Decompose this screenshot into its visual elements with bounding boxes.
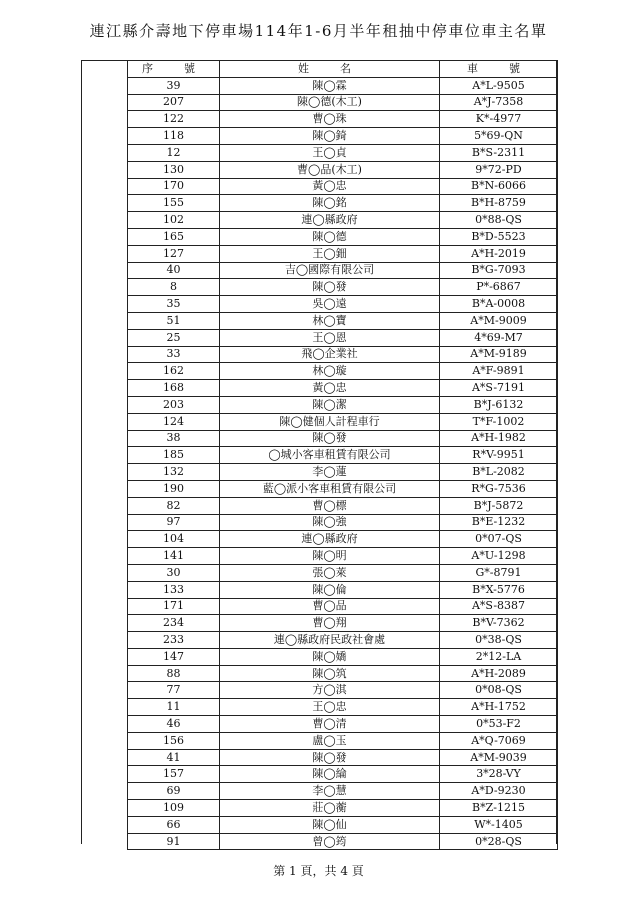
table-row	[128, 682, 558, 699]
row-plate-cell: R*G-7536	[440, 480, 558, 497]
row-plate-cell: 0*53-F2	[440, 716, 558, 733]
row-plate-cell: 0*07-QS	[440, 531, 558, 548]
row-plate-cell: 3*28-VY	[440, 766, 558, 783]
row-name-cell: 陳◯仙	[220, 816, 440, 833]
row-plate-cell: A*F-9891	[440, 363, 558, 380]
table-row	[128, 346, 558, 363]
row-name-cell: 莊◯蘅	[220, 800, 440, 817]
row-plate-cell: A*H-2019	[440, 245, 558, 262]
row-seq-cell: 11	[128, 699, 220, 716]
row-seq-cell: 157	[128, 766, 220, 783]
row-seq-cell: 130	[128, 161, 220, 178]
row-name-cell: 曹◯標	[220, 497, 440, 514]
row-name-cell: 吉◯國際有限公司	[220, 262, 440, 279]
row-plate-cell: B*G-7093	[440, 262, 558, 279]
row-name-cell: 陳◯發	[220, 749, 440, 766]
table-row	[128, 195, 558, 212]
row-name-cell: 方◯淇	[220, 682, 440, 699]
row-seq-cell: 165	[128, 228, 220, 245]
row-seq-cell: 33	[128, 346, 220, 363]
row-plate-cell: A*H-1982	[440, 430, 558, 447]
row-name-cell: 藍◯派小客車租賃有限公司	[220, 480, 440, 497]
row-plate-cell: B*A-0008	[440, 296, 558, 313]
row-plate-cell: B*H-8759	[440, 195, 558, 212]
row-name-cell: 陳◯強	[220, 514, 440, 531]
row-name-cell: 王◯忠	[220, 699, 440, 716]
row-name-cell: 陳◯嬌	[220, 648, 440, 665]
table-row	[128, 615, 558, 632]
row-name-cell: 陳◯德	[220, 228, 440, 245]
row-seq-cell: 168	[128, 380, 220, 397]
row-seq-cell: 171	[128, 598, 220, 615]
row-plate-cell: K*-4977	[440, 111, 558, 128]
table-header-row	[128, 61, 558, 78]
table-row	[128, 716, 558, 733]
table-row	[128, 430, 558, 447]
row-seq-cell: 127	[128, 245, 220, 262]
row-plate-cell: B*N-6066	[440, 178, 558, 195]
row-plate-cell: A*S-8387	[440, 598, 558, 615]
row-name-cell: 陳◯潔	[220, 396, 440, 413]
row-plate-cell: A*H-1752	[440, 699, 558, 716]
table-row	[128, 800, 558, 817]
table-row	[128, 514, 558, 531]
row-name-cell: 陳◯健個人計程車行	[220, 413, 440, 430]
table-row	[128, 296, 558, 313]
row-plate-cell: A*J-7358	[440, 94, 558, 111]
row-plate-cell: 9*72-PD	[440, 161, 558, 178]
winners-table	[127, 60, 558, 850]
table-row	[128, 581, 558, 598]
table-row	[128, 783, 558, 800]
row-plate-cell: A*M-9009	[440, 312, 558, 329]
row-name-cell: 陳◯倫	[220, 581, 440, 598]
table-row	[128, 279, 558, 296]
row-seq-cell: 97	[128, 514, 220, 531]
row-seq-cell: 12	[128, 144, 220, 161]
row-seq-cell: 88	[128, 665, 220, 682]
table-row	[128, 464, 558, 481]
row-plate-cell: G*-8791	[440, 564, 558, 581]
row-seq-cell: 66	[128, 816, 220, 833]
table-row	[128, 665, 558, 682]
table-row	[128, 77, 558, 94]
row-name-cell: 李◯慧	[220, 783, 440, 800]
row-name-cell: 陳◯銘	[220, 195, 440, 212]
table-row	[128, 531, 558, 548]
row-plate-cell: W*-1405	[440, 816, 558, 833]
row-plate-cell: B*X-5776	[440, 581, 558, 598]
row-name-cell: 王◯恩	[220, 329, 440, 346]
row-plate-cell: T*F-1002	[440, 413, 558, 430]
row-name-cell: ◯城小客車租賃有限公司	[220, 447, 440, 464]
row-seq-cell: 132	[128, 464, 220, 481]
row-plate-cell: A*U-1298	[440, 548, 558, 565]
row-plate-cell: B*V-7362	[440, 615, 558, 632]
row-plate-cell: 0*28-QS	[440, 833, 558, 850]
table-row	[128, 262, 558, 279]
table-row	[128, 413, 558, 430]
row-plate-cell: 5*69-QN	[440, 128, 558, 145]
row-plate-cell: A*H-2089	[440, 665, 558, 682]
table-row	[128, 396, 558, 413]
row-plate-cell: 0*38-QS	[440, 632, 558, 649]
table-row	[128, 480, 558, 497]
row-plate-cell: R*V-9951	[440, 447, 558, 464]
header-plate: 車 號	[440, 61, 558, 78]
row-seq-cell: 124	[128, 413, 220, 430]
table-row	[128, 749, 558, 766]
row-name-cell: 陳◯發	[220, 279, 440, 296]
row-name-cell: 陳◯筑	[220, 665, 440, 682]
row-name-cell: 林◯璇	[220, 363, 440, 380]
row-seq-cell: 38	[128, 430, 220, 447]
row-seq-cell: 39	[128, 77, 220, 94]
table-row	[128, 732, 558, 749]
table-row	[128, 632, 558, 649]
table-row	[128, 564, 558, 581]
row-seq-cell: 234	[128, 615, 220, 632]
row-name-cell: 吳◯遠	[220, 296, 440, 313]
row-seq-cell: 185	[128, 447, 220, 464]
row-name-cell: 盧◯玉	[220, 732, 440, 749]
row-seq-cell: 104	[128, 531, 220, 548]
table-row	[128, 161, 558, 178]
row-plate-cell: 0*08-QS	[440, 682, 558, 699]
row-plate-cell: 4*69-M7	[440, 329, 558, 346]
row-plate-cell: B*E-1232	[440, 514, 558, 531]
table-row	[128, 312, 558, 329]
table-row	[128, 178, 558, 195]
row-seq-cell: 233	[128, 632, 220, 649]
row-plate-cell: A*M-9189	[440, 346, 558, 363]
row-name-cell: 連◯縣政府	[220, 212, 440, 229]
row-seq-cell: 35	[128, 296, 220, 313]
row-name-cell: 曹◯清	[220, 716, 440, 733]
table-row	[128, 497, 558, 514]
table-row	[128, 548, 558, 565]
row-name-cell: 曾◯筠	[220, 833, 440, 850]
row-seq-cell: 69	[128, 783, 220, 800]
row-name-cell: 黃◯忠	[220, 178, 440, 195]
row-seq-cell: 82	[128, 497, 220, 514]
row-name-cell: 曹◯翔	[220, 615, 440, 632]
row-seq-cell: 41	[128, 749, 220, 766]
table-row	[128, 833, 558, 850]
table-row	[128, 699, 558, 716]
table-row	[128, 94, 558, 111]
page-footer: 第 1 頁，共 4 頁	[273, 864, 364, 878]
row-seq-cell: 77	[128, 682, 220, 699]
row-seq-cell: 40	[128, 262, 220, 279]
row-seq-cell: 147	[128, 648, 220, 665]
row-plate-cell: A*S-7191	[440, 380, 558, 397]
row-seq-cell: 118	[128, 128, 220, 145]
row-seq-cell: 102	[128, 212, 220, 229]
table-row	[128, 447, 558, 464]
row-seq-cell: 133	[128, 581, 220, 598]
row-plate-cell: P*-6867	[440, 279, 558, 296]
row-name-cell: 曹◯品(木工)	[220, 161, 440, 178]
table-row	[128, 144, 558, 161]
table-row	[128, 329, 558, 346]
row-seq-cell: 109	[128, 800, 220, 817]
row-seq-cell: 207	[128, 94, 220, 111]
row-seq-cell: 156	[128, 732, 220, 749]
table-row	[128, 111, 558, 128]
row-seq-cell: 51	[128, 312, 220, 329]
row-seq-cell: 46	[128, 716, 220, 733]
table-row	[128, 212, 558, 229]
row-plate-cell: B*J-6132	[440, 396, 558, 413]
table-row	[128, 128, 558, 145]
row-plate-cell: 2*12-LA	[440, 648, 558, 665]
header-name: 姓 名	[220, 61, 440, 78]
row-seq-cell: 91	[128, 833, 220, 850]
row-seq-cell: 190	[128, 480, 220, 497]
row-name-cell: 陳◯錡	[220, 128, 440, 145]
table-row	[128, 816, 558, 833]
row-plate-cell: A*D-9230	[440, 783, 558, 800]
table-row	[128, 380, 558, 397]
table-row	[128, 228, 558, 245]
row-seq-cell: 8	[128, 279, 220, 296]
row-name-cell: 李◯蓮	[220, 464, 440, 481]
document-title: 連江縣介壽地下停車場114年1-6月半年租抽中停車位車主名單	[89, 22, 548, 40]
table-row	[128, 245, 558, 262]
row-name-cell: 陳◯德(木工)	[220, 94, 440, 111]
row-name-cell: 曹◯品	[220, 598, 440, 615]
row-plate-cell: B*L-2082	[440, 464, 558, 481]
row-plate-cell: B*D-5523	[440, 228, 558, 245]
row-name-cell: 王◯貞	[220, 144, 440, 161]
row-name-cell: 黃◯忠	[220, 380, 440, 397]
row-seq-cell: 122	[128, 111, 220, 128]
row-plate-cell: A*L-9505	[440, 77, 558, 94]
row-name-cell: 連◯縣政府	[220, 531, 440, 548]
row-plate-cell: B*J-5872	[440, 497, 558, 514]
row-seq-cell: 141	[128, 548, 220, 565]
table-row	[128, 598, 558, 615]
row-plate-cell: 0*88-QS	[440, 212, 558, 229]
row-plate-cell: B*S-2311	[440, 144, 558, 161]
row-name-cell: 連◯縣政府民政社會處	[220, 632, 440, 649]
row-name-cell: 陳◯霖	[220, 77, 440, 94]
row-seq-cell: 162	[128, 363, 220, 380]
row-name-cell: 曹◯珠	[220, 111, 440, 128]
row-seq-cell: 155	[128, 195, 220, 212]
row-seq-cell: 30	[128, 564, 220, 581]
row-name-cell: 林◯寶	[220, 312, 440, 329]
row-name-cell: 飛◯企業社	[220, 346, 440, 363]
row-name-cell: 陳◯明	[220, 548, 440, 565]
row-seq-cell: 203	[128, 396, 220, 413]
table-row	[128, 766, 558, 783]
header-seq: 序 號	[128, 61, 220, 78]
row-seq-cell: 170	[128, 178, 220, 195]
row-name-cell: 張◯萊	[220, 564, 440, 581]
table-body	[128, 77, 558, 850]
table-row	[128, 648, 558, 665]
row-name-cell: 陳◯發	[220, 430, 440, 447]
row-plate-cell: A*Q-7069	[440, 732, 558, 749]
row-plate-cell: B*Z-1215	[440, 800, 558, 817]
row-plate-cell: A*M-9039	[440, 749, 558, 766]
row-name-cell: 陳◯綸	[220, 766, 440, 783]
row-seq-cell: 25	[128, 329, 220, 346]
table-row	[128, 363, 558, 380]
row-name-cell: 王◯鈿	[220, 245, 440, 262]
